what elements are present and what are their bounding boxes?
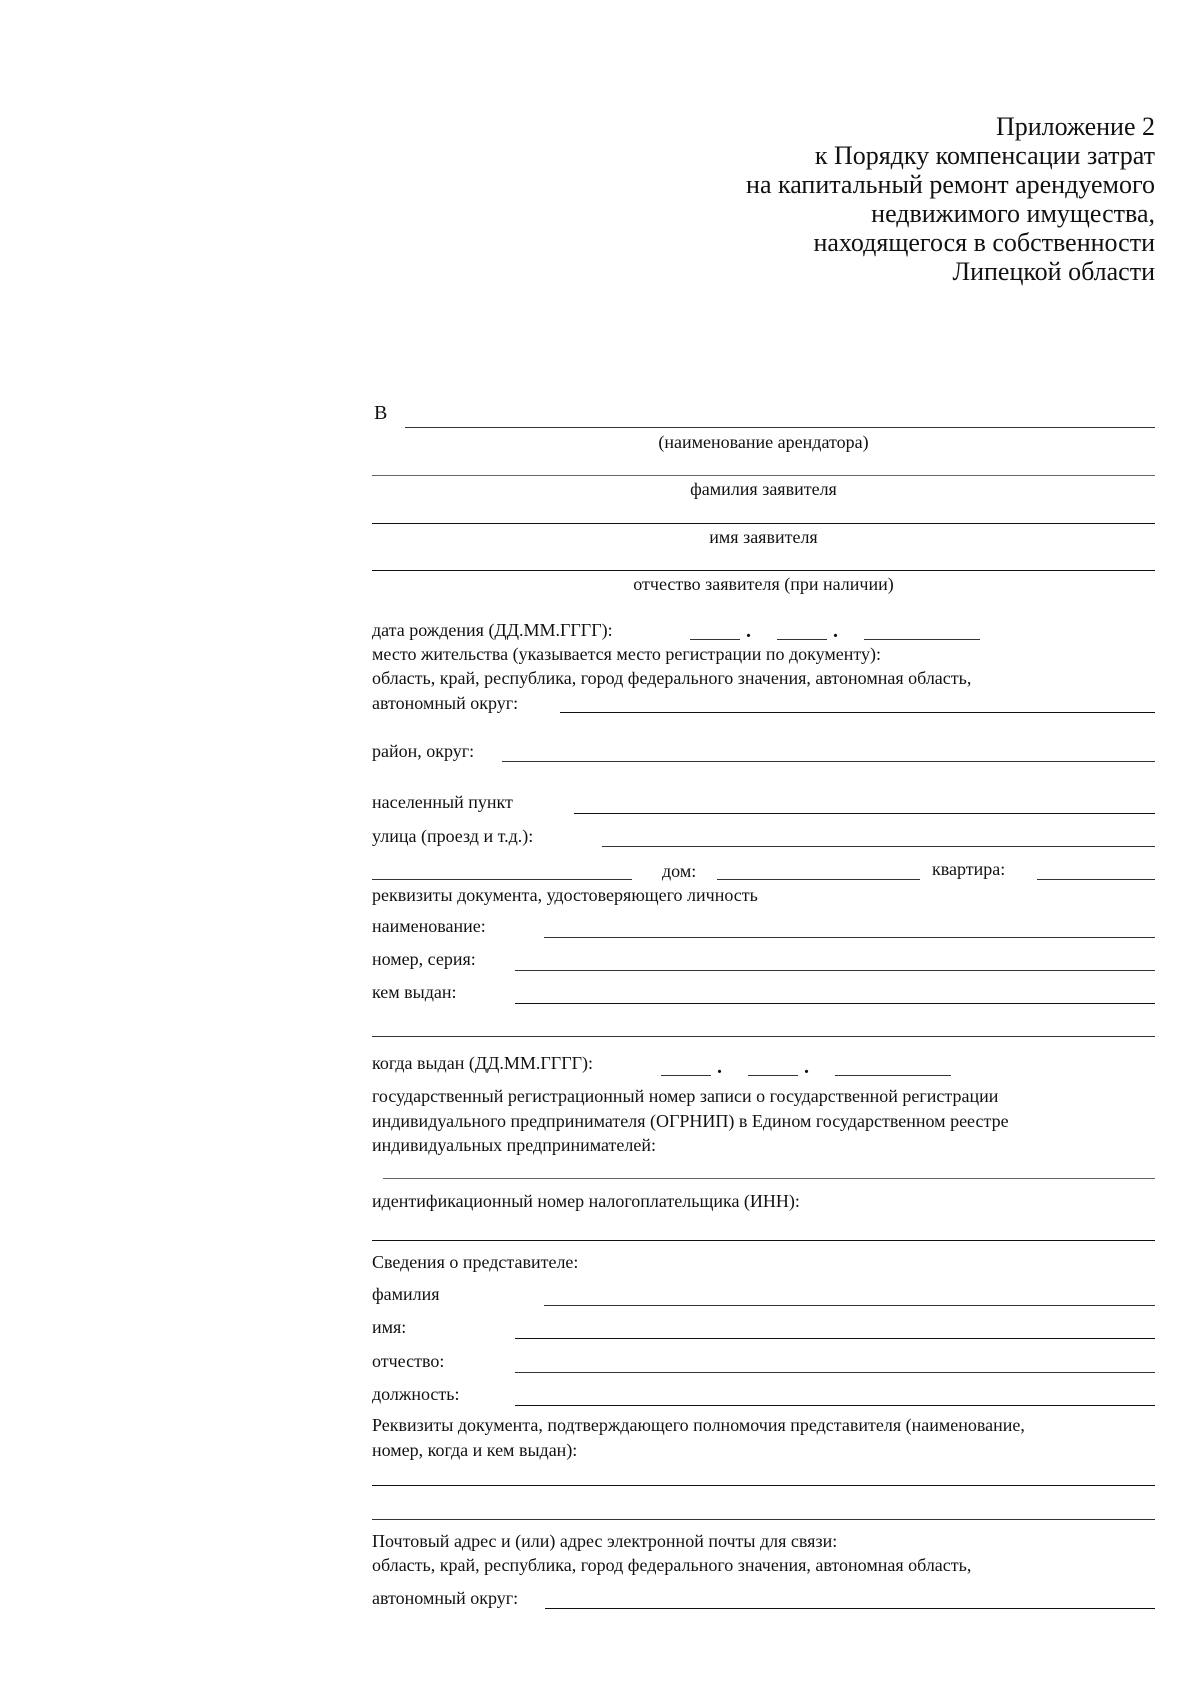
- issued-year-field[interactable]: [835, 1075, 951, 1076]
- id-doc-number-label: номер, серия:: [372, 949, 476, 969]
- date-separator: .: [804, 1056, 809, 1078]
- surname-caption: фамилия заявителя: [690, 479, 837, 499]
- inn-label: идентификационный номер налогоплательщика (ИНН):: [372, 1191, 800, 1211]
- rep-surname-label: фамилия: [372, 1284, 440, 1304]
- rep-doc-field[interactable]: [372, 1485, 1155, 1486]
- region-label-line2: автономный округ:: [372, 693, 519, 713]
- settlement-label: населенный пункт: [372, 792, 513, 812]
- apartment-field[interactable]: [1037, 879, 1155, 880]
- issued-by-label: кем выдан:: [372, 982, 457, 1002]
- issued-by-field[interactable]: [515, 1003, 1155, 1004]
- rep-position-field[interactable]: [515, 1405, 1155, 1406]
- district-label: район, округ:: [372, 741, 475, 761]
- issued-date-label: когда выдан (ДД.ММ.ГГГГ):: [372, 1053, 594, 1073]
- region-label-line1: область, край, республика, город федерального значения, автономная область,: [372, 668, 972, 688]
- rep-name-label: имя:: [372, 1317, 407, 1337]
- postal-region-label-line2: автономный округ:: [372, 1588, 519, 1608]
- date-separator: .: [833, 620, 838, 642]
- ogrnip-label-line3: индивидуальных предпринимателей:: [372, 1135, 657, 1155]
- district-field[interactable]: [502, 761, 1155, 762]
- rep-patronymic-label: отчество:: [372, 1351, 445, 1371]
- rep-doc-label-line1: Реквизиты документа, подтверждающего полномочия представителя (наименование,: [372, 1415, 1025, 1435]
- header-line: находящегося в собственности: [813, 228, 1155, 257]
- header-line: Приложение 2: [995, 112, 1155, 141]
- inn-field[interactable]: [372, 1240, 1155, 1241]
- birth-year-field[interactable]: [864, 639, 980, 640]
- birth-month-field[interactable]: [777, 639, 827, 640]
- ogrnip-label-line2: индивидуального предпринимателя (ОГРНИП) в Едином государственном реестре: [372, 1111, 1009, 1131]
- postal-region-label-line1: область, край, республика, город федерального значения, автономная область,: [372, 1555, 972, 1575]
- name-field[interactable]: [372, 523, 1155, 524]
- settlement-field[interactable]: [574, 813, 1155, 814]
- issued-by-continuation-field[interactable]: [372, 1036, 1155, 1037]
- rep-patronymic-field[interactable]: [515, 1372, 1155, 1373]
- id-doc-number-field[interactable]: [515, 970, 1155, 971]
- rep-heading: Сведения о представителе:: [372, 1252, 579, 1272]
- rep-surname-field[interactable]: [544, 1305, 1155, 1306]
- apartment-label: квартира:: [932, 859, 1006, 879]
- street-continuation-field[interactable]: [372, 879, 632, 880]
- street-label: улица (проезд и т.д.):: [372, 826, 534, 846]
- postal-heading: Почтовый адрес и (или) адрес электронной почты для связи:: [372, 1531, 838, 1551]
- birth-date-label: дата рождения (ДД.ММ.ГГГГ):: [372, 620, 613, 640]
- street-field[interactable]: [602, 846, 1155, 847]
- surname-field[interactable]: [372, 475, 1155, 476]
- to-prefix: В: [374, 402, 388, 424]
- header-line: Липецкой области: [952, 257, 1155, 286]
- issued-day-field[interactable]: [661, 1075, 711, 1076]
- birth-day-field[interactable]: [690, 639, 740, 640]
- rep-doc-continuation-field[interactable]: [372, 1519, 1155, 1520]
- residence-label: место жительства (указывается место регистрации по документу):: [372, 644, 882, 664]
- date-separator: .: [717, 1056, 722, 1078]
- patronymic-field[interactable]: [372, 570, 1155, 571]
- id-doc-heading: реквизиты документа, удостоверяющего личность: [372, 885, 758, 905]
- ogrnip-field[interactable]: [383, 1178, 1155, 1179]
- house-field[interactable]: [717, 879, 920, 880]
- region-field[interactable]: [560, 712, 1155, 713]
- name-caption: имя заявителя: [709, 527, 818, 547]
- id-doc-name-field[interactable]: [544, 937, 1155, 938]
- house-label: дом:: [662, 861, 697, 881]
- rep-position-label: должность:: [372, 1384, 460, 1404]
- tenant-name-caption: (наименование арендатора): [658, 432, 869, 452]
- date-separator: .: [746, 620, 751, 642]
- tenant-name-field[interactable]: [405, 427, 1155, 428]
- rep-name-field[interactable]: [515, 1338, 1155, 1339]
- ogrnip-label-line1: государственный регистрационный номер записи о государственной регистрации: [372, 1086, 999, 1106]
- patronymic-caption: отчество заявителя (при наличии): [633, 574, 894, 594]
- issued-month-field[interactable]: [748, 1075, 798, 1076]
- rep-doc-label-line2: номер, когда и кем выдан):: [372, 1440, 578, 1460]
- id-doc-name-label: наименование:: [372, 916, 486, 936]
- header-line: недвижимого имущества,: [871, 199, 1155, 228]
- header-line: к Порядку компенсации затрат: [814, 141, 1155, 170]
- postal-region-field[interactable]: [545, 1608, 1155, 1609]
- header-line: на капитальный ремонт арендуемого: [746, 170, 1155, 199]
- application-form: [372, 0, 1155, 1697]
